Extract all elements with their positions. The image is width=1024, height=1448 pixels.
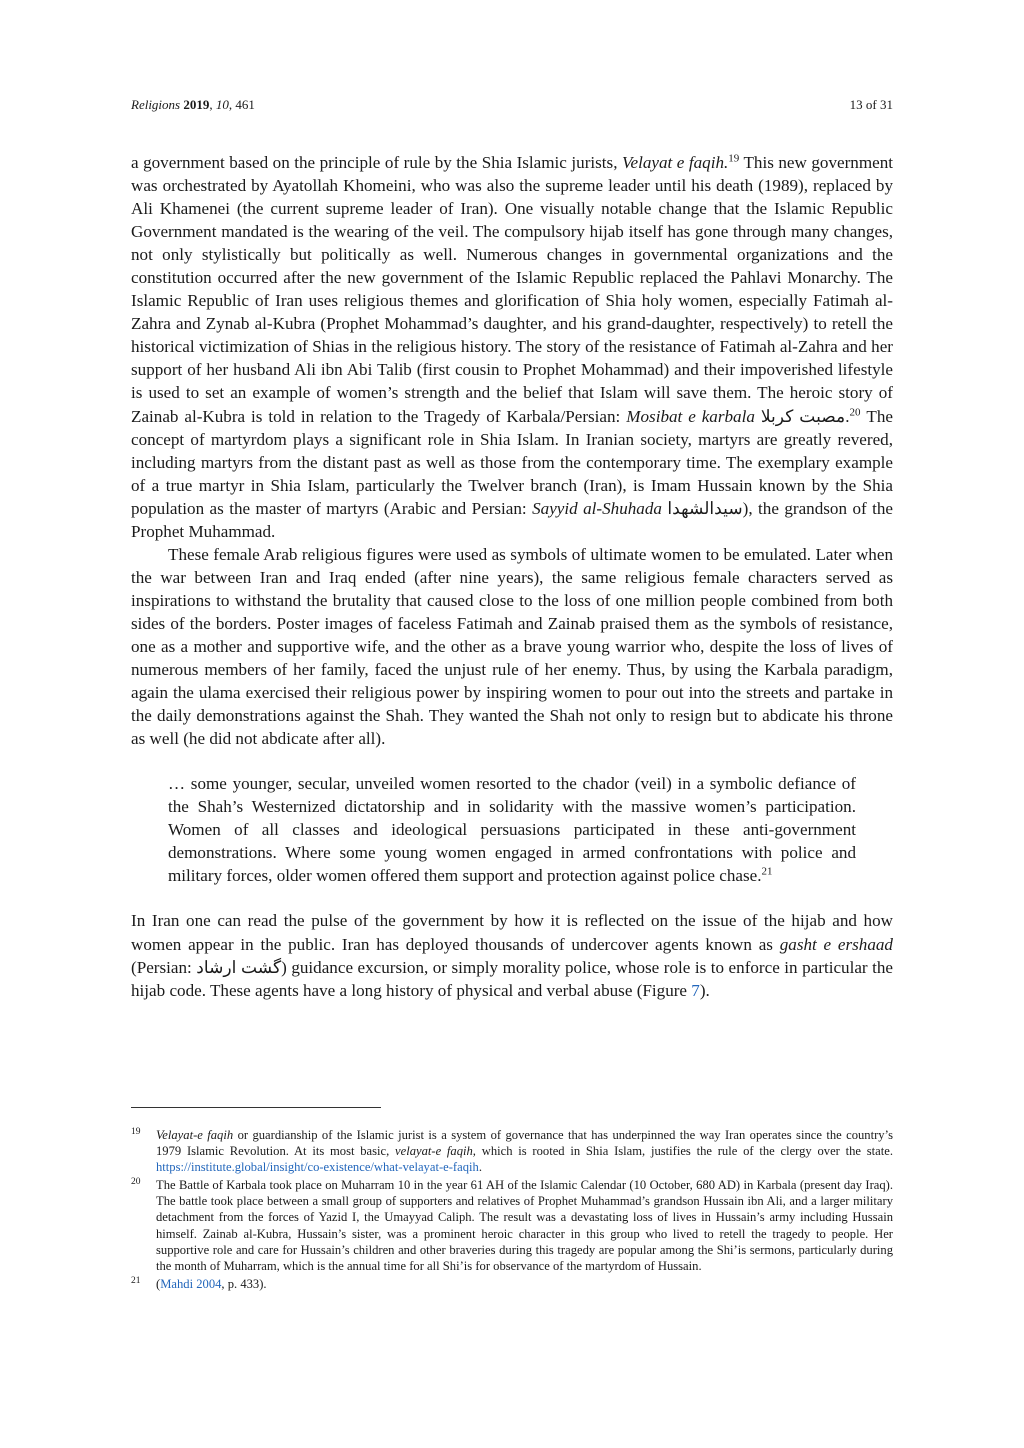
journal-citation: Religions 2019, 10, 461 — [131, 97, 255, 112]
p1-italic-mosibat: Mosibat e karbala — [626, 406, 755, 426]
figure-7-link[interactable]: 7 — [691, 980, 700, 1000]
footnote-ref-20[interactable]: 20 — [849, 405, 861, 418]
footnote-ref-21[interactable]: 21 — [761, 865, 773, 878]
running-header — [131, 96, 893, 114]
footnote-21 — [131, 1276, 893, 1292]
footnote-period: . — [478, 1160, 482, 1175]
p3-text-a: In Iran one can read the pulse of the government by how it is reflected on the issue of the hijab and how women appear in the public. Iran has deployed thousands of undercover agents known as — [131, 911, 893, 954]
journal-year: 2019 — [183, 97, 210, 112]
footnote-20 — [131, 1177, 893, 1274]
p1-arabic-sayyid: سیدالشهدا — [667, 498, 743, 518]
citation-link[interactable]: Mahdi 2004 — [160, 1276, 222, 1291]
article-number: 461 — [235, 97, 255, 112]
p1-text-c: This new government was orchestrated by Ayatollah Khomeini, who was also the supreme leader until his death (1989), replaced by Ali Khamenei (the current supreme leader of Iran). One visually notable change that the Islamic Republic Government mandated is the wearing of the veil. The compulsory hijab itself has gone through many changes, not only stylistically but politically as well. Numerous changes in governmental organizations and the constitution occurred after the new government of the Islamic Republic replaced the Pahlavi Monarchy. The Islamic Republic of Iran uses religious themes and glorification of Shia holy women, especially Fatimah al-Zahra and Zynab al-Kubra (Prophet Mohammad’s daughter, and his grand-daughter, respectively) to retell the historical victimization of Shias in the religious history. The story of the resistance of Fatimah al-Zahra and her support of her husband Ali ibn Abi Talib (first cousin to Prophet Mohammad) and their impoverished lifestyle is used to set an example of women’s strength and the belief that Islam will save them. The heroic story of Zainab al-Kubra is told in relation to the Tragedy of Karbala/Persian: — [131, 153, 894, 426]
journal-name: Religions — [131, 97, 181, 112]
paragraph-3 — [131, 909, 893, 1001]
paragraph-1 — [131, 151, 893, 543]
block-quote — [168, 772, 856, 887]
p3-persian-gasht: گشت ارشاد — [196, 957, 282, 977]
p3-text-e: ) guidance excursion, or simply morality police, whose role is to enforce in particular the hijab code. These agents have a long history of physical and verbal abuse (Figure — [131, 957, 894, 1000]
footnotes — [131, 1127, 893, 1294]
footnote-divider — [131, 1107, 381, 1108]
p1-italic-sayyid: Sayyid al-Shuhada — [532, 498, 662, 518]
footnote-number: 19 — [131, 1127, 141, 1137]
main-text — [131, 151, 893, 1002]
p1-italic-velayat: Velayat e faqih. — [621, 153, 729, 172]
p3-italic-gasht: gasht e ershaad — [779, 934, 893, 954]
p3-text-c: (Persian: — [131, 957, 197, 977]
footnote-text: or guardianship of the Islamic jurist is a system of governance that has underpinned the way Iran operates since the country’s 1979 Islamic Revolution. At its most basic, — [156, 1128, 893, 1159]
footnote-italic: Velayat-e faqih — [156, 1128, 234, 1142]
p1-text-g: The concept of martyrdom plays a significant role in Shia Islam. In Iranian society, martyrs are greatly revered, including martyrs from the distant past as well as those from the contemporary time. The exemplary example of a true martyr in Shia Islam, particularly the Twelver branch (Iran), is Imam Hussain known by the Shia population as the master of martyrs (Arabic and Persian: — [131, 406, 893, 518]
journal-volume: 10 — [215, 97, 229, 112]
footnote-number: 20 — [131, 1177, 141, 1188]
footnote-number: 21 — [131, 1275, 141, 1286]
p1-text-a: a government based on the principle of rule by the Shia Islamic jurists, — [131, 153, 622, 172]
footnote-text: , p. 433). — [221, 1276, 267, 1291]
footnote-19 — [131, 1127, 893, 1175]
footnote-text: which is rooted in Shia Islam, justifies the rule of the clergy over the state. — [475, 1144, 893, 1159]
page-number: 13 of 31 — [849, 97, 893, 112]
footnote-ref-19[interactable]: 19 — [728, 152, 740, 165]
footnote-url-link[interactable]: https://institute.global/insight/co-existence/what-velayat-e-faqih — [156, 1160, 479, 1175]
footnote-text: The Battle of Karbala took place on Muharram 10 in the year 61 AH of the Islamic Calendar (10 October, 680 AD) in Karbala (present day Iraq). The battle took place between a small group of supporters and relatives of Prophet Muhammad’s grandson Hussain ibn Ali, and a larger military detachment from the forces of Yazid I, the Umayyad Caliph. The result was a devastating loss of lives in Hussain’s army including Hussain himself. Zainab al-Kubra, Hussain’s sister, was a prominent heroic character in this group who lived to retell the tragedy to people. Her supportive role and care for Hussain’s children and other braveries during this tragedy are popular among the Shi’is sermons, particularly during the month of Muharram, which is the annual time for all Shi’is for observance of the martyrdom of Hussain. — [156, 1178, 893, 1273]
paragraph-2: These female Arab religious figures were used as symbols of ultimate women to be emulated. Later when the war between Iran and Iraq ended (after nine years), the same religious female characters served as inspirations to withstand the brutality that caused close to the loss of one million people combined from both sides of the borders. Poster images of faceless Fatimah and Zainab praised them as the symbols of resistance, one as a mother and supportive wife, and the other as a brave young warrior who, despite the loss of lives of numerous members of her family, faced the unjust rule of her enemy. Thus, by using the Karbala paradigm, again the ulama exercised their religious power by inspiring women to pour out into the streets and partake in the daily demonstrations against the Shah. They wanted the Shah not only to resign but to abdicate his throne as well (he did not abdicate after all). — [131, 544, 893, 749]
p1-period: . — [845, 406, 850, 426]
footnote-text: ( — [156, 1276, 161, 1291]
p3-text-f: ). — [699, 980, 710, 1000]
p1-text-j: ), the grandson of the Prophet Muhammad. — [131, 498, 894, 541]
footnote-italic: velayat-e faqih, — [395, 1144, 476, 1159]
p1-persian-mosibat: مصبت کربلا — [760, 406, 846, 426]
quote-text: … some younger, secular, unveiled women resorted to the chador (veil) in a symbolic defiance of the Shah’s Westernized dictatorship and in solidarity with the massive women’s participation. Women of all classes and ideological persuasions participated in these anti-government demonstrations. Where some young women engaged in armed confrontations with police and military forces, older women offered them support and protection against police chase. — [168, 774, 856, 886]
